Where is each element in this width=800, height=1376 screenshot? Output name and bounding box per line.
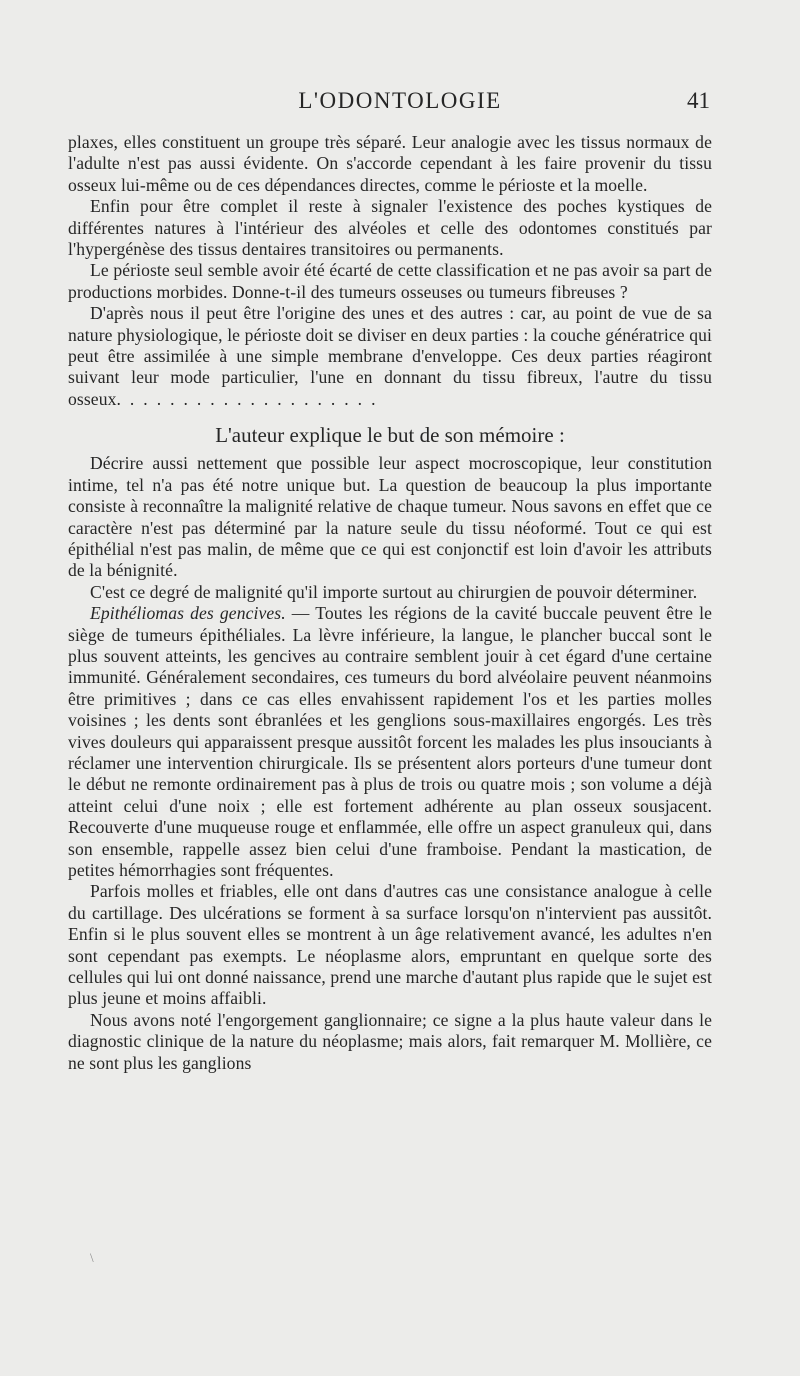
paragraph-text: D'après nous il peut être l'origine des unes et des autres : car, au point de vue de sa nature physiologique, le périoste doit se diviser en deux parties : la couche génératrice qui peut être assimilée à une simple membrane d'enveloppe. Ces deux parties réagiront suivant leur mode particulier, l'une en donnant du tissu fibreux, l'autre du tissu osseux [68, 303, 712, 409]
paragraph: Enfin pour être complet il reste à signaler l'existence des poches kystiques de différentes natures à l'intérieur des alvéoles et celle des odontomes constitués par l'hypergénèse des tissus dentaires transitoires ou permanents. [68, 196, 712, 260]
section-heading: L'auteur explique le but de son mémoire : [215, 423, 565, 448]
paragraph: Nous avons noté l'engorgement ganglionnaire; ce signe a la plus haute valeur dans le diagnostic clinique de la nature du néoplasme; mais alors, fait remarquer M. Mollière, ce ne sont plus les ganglions [68, 1009, 712, 1073]
paragraph-text: — Toutes les régions de la cavité buccale peuvent être le siège de tumeurs épithéliales. La lèvre inférieure, la langue, le plancher buccal sont le plus souvent atteints, les gencives au contraire semblent jouir à cet égard d'une certaine immunité. Généralement secondaires, ces tumeurs du bord alvéolaire peuvent néanmoins être primitives ; dans ce cas elles envahissent rapidement l'os et les parties molles voisines ; les dents sont ébranlées et les genglions sous-maxillaires engorgés. Les très vives douleurs qui apparaissent presque aussitôt forcent les malades les plus insouciants à réclamer une intervention chirurgicale. Ils se présentent alors porteurs d'une tumeur dont le début ne remonte ordinairement pas à plus de trois ou quatre mois ; son volume a déjà atteint celui d'une noix ; elle est fortement adhérente au plan osseux sousjacent. Recouverte d'une muqueuse rouge et enflammée, elle offre un aspect granuleux qui, dans son ensemble, rappelle assez bien celui d'une framboise. Pendant la mastication, de petites hémorrhagies sont fréquentes. [68, 603, 712, 880]
page-header [0, 88, 800, 118]
paragraph: Le périoste seul semble avoir été écarté de cette classification et ne pas avoir sa part de productions morbides. Donne-t-il des tumeurs osseuses ou tumeurs fibreuses ? [68, 260, 712, 302]
paragraph [68, 603, 712, 881]
paragraph: Décrire aussi nettement que possible leur aspect mocroscopique, leur constitution intime, tel n'a pas été notre unique but. La question de beaucoup la plus importante consiste à reconnaître la malignité relative de chaque tumeur. Nous savons en effet que ce caractère n'est pas déterminé par la nature seule du tissu néoformé. Tout ce qui est épithélial n'est pas malin, de même que ce qui est conjonctif est loin d'avoir les attributs de la bénignité. [68, 453, 712, 581]
ellipsis-dots: .................... [116, 388, 385, 409]
paragraph: plaxes, elles constituent un groupe très séparé. Leur analogie avec les tissus normaux de l'adulte n'est pas aussi évidente. On s'accorde cependant à les faire provenir du tissu osseux lui-même ou de ces dépendances directes, comme le périoste et la moelle. [68, 132, 712, 195]
paragraph: Parfois molles et friables, elle ont dans d'autres cas une consistance analogue à celle du cartillage. Des ulcérations se forment à sa surface lorsqu'on n'intervient pas aussitôt. Enfin si le plus souvent elles se montrent à un âge relativement avancé, les adultes n'en sont cependant pas exempts. Le néoplasme alors, empruntant en quelque sorte des cellules qui lui ont donné naissance, prend une marche d'autant plus rapide que le sujet est plus jeune et moins affaibli. [68, 881, 712, 1009]
text-body [68, 132, 712, 1074]
runin-heading: Epithéliomas des gencives. [90, 603, 286, 624]
running-title: L'ODONTOLOGIE [298, 88, 502, 113]
paragraph [68, 303, 712, 410]
page-number: 41 [687, 88, 710, 113]
paragraph: C'est ce degré de malignité qu'il importe surtout au chirurgien de pouvoir déterminer. [90, 581, 698, 602]
stray-mark: \ [90, 1250, 94, 1265]
